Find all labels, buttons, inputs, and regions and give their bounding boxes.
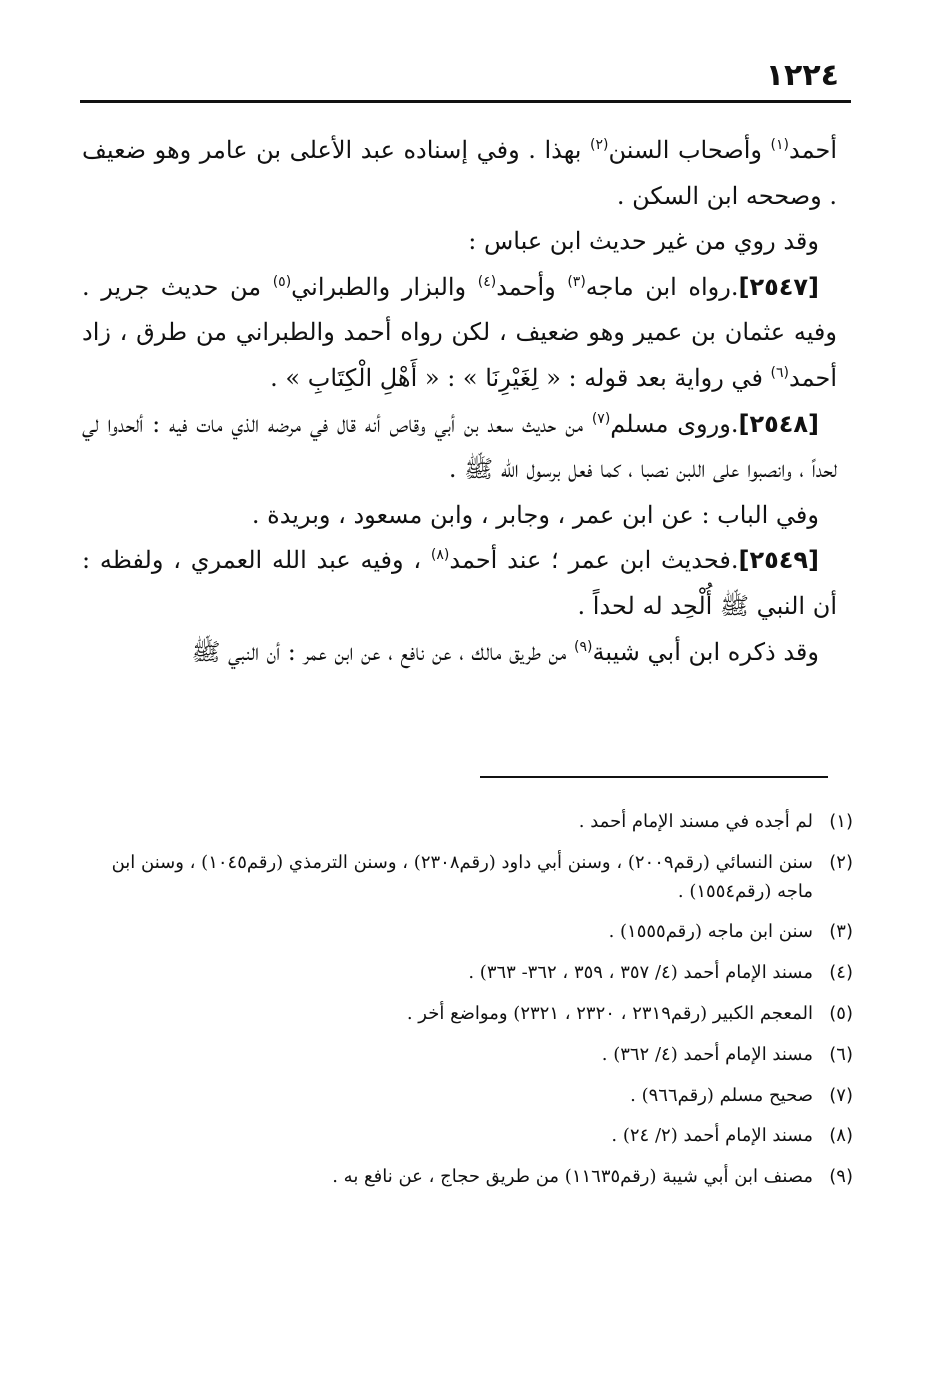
footnote-text: لم أجده في مسند الإمام أحمد .: [578, 811, 813, 832]
footnote-marker-6[interactable]: (٦): [770, 364, 790, 381]
text-run: ، وفيه عبد الله العمري ، ولفظه : أن النبي ﷺ أُلْحِد له لحداً .: [82, 546, 837, 620]
hadith-number-2548: [٢٥٤٨]: [738, 409, 819, 438]
footnote-9: [82, 1163, 853, 1192]
footnote-marker-2[interactable]: (٢): [590, 137, 609, 153]
footnote-text: مصنف ابن أبي شيبة (رقم١١٦٣٥) من طريق حجاج ، عن نافع به .: [332, 1166, 813, 1188]
footnote-text: مسند الإمام أحمد (٤/ ٣٦٢) .: [601, 1043, 813, 1065]
footnote-text: المعجم الكبير (رقم٢٣١٩ ، ٢٣٢٠ ، ٢٣٢١) ومواضع أخر .: [406, 1002, 813, 1024]
footnote-3: [82, 918, 853, 947]
footnote-marker-3[interactable]: (٣): [567, 273, 586, 290]
footnote-marker-1[interactable]: (١): [770, 137, 790, 153]
paragraph-2549: [82, 538, 837, 629]
footnote-number: (٤): [829, 962, 853, 984]
text-run: والبزار والطبراني: [291, 272, 478, 301]
text-run: .رواه ابن ماجه: [585, 272, 739, 301]
footnote-marker-5[interactable]: (٥): [272, 273, 292, 290]
main-text: [82, 128, 837, 675]
text-run: وأصحاب السنن: [608, 136, 771, 164]
footnote-number: (٢): [829, 851, 853, 873]
footnotes: [82, 808, 853, 1204]
footnote-text: سنن النسائي (رقم٢٠٠٩) ، وسنن أبي داود (رقم٢٣٠٨) ، وسنن الترمذي (رقم١٠٤٥) ، وسنن ابن ماجه (رقم١٥٥٤) .: [111, 851, 813, 902]
footnote-number: (٩): [829, 1166, 853, 1188]
paragraph-1: [82, 128, 837, 219]
footnote-marker-9[interactable]: (٩): [573, 638, 593, 655]
footnote-number: (٥): [829, 1002, 853, 1024]
page-number: ١٢٢٤: [765, 58, 839, 93]
footnote-separator: [480, 776, 828, 778]
text-run: من طريق مالك ، عن نافع ، عن ابن عمر : أن النبي ﷺ: [191, 637, 574, 666]
paragraph-last: [82, 630, 837, 676]
footnote-8: [82, 1122, 853, 1151]
text-run: من حديث سعد بن أبي وقاص أنه قال في مرضه الذي مات فيه : ألحدوا لي لحداً ، وانصبوا على اللبن نصبا ، كما فعل برسول الله ﷺ .: [82, 409, 837, 484]
hadith-number-2549: [٢٥٤٩]: [738, 546, 819, 575]
footnote-text: صحيح مسلم (رقم٩٦٦) .: [630, 1084, 813, 1106]
footnote-4: [82, 959, 853, 988]
footnote-number: (٨): [829, 1125, 853, 1147]
footnote-1: [82, 808, 853, 837]
footnote-text: سنن ابن ماجه (رقم١٥٥٥) .: [608, 921, 813, 943]
paragraph-chapter: وفي الباب : عن ابن عمر ، وجابر ، وابن مسعود ، وبريدة .: [251, 500, 819, 529]
footnote-number: (١): [829, 811, 853, 832]
footnote-number: (٣): [829, 921, 853, 943]
footnote-text: مسند الإمام أحمد (٢/ ٢٤) .: [611, 1125, 813, 1147]
header-rule: [80, 100, 851, 103]
footnote-marker-7[interactable]: (٧): [591, 410, 611, 427]
footnote-5: [82, 1000, 853, 1029]
paragraph-2: وقد روي من غير حديث ابن عباس :: [468, 227, 819, 256]
hadith-number-2547: [٢٥٤٧]: [738, 272, 819, 301]
footnote-6: [82, 1041, 853, 1070]
paragraph-2547: [82, 265, 837, 402]
text-run: وأحمد: [496, 272, 568, 301]
footnote-number: (٧): [829, 1084, 853, 1106]
footnote-2: [82, 849, 853, 907]
text-run: بهذا . وفي إسناده عبد الأعلى بن عامر وهو ضعيف . وصححه ابن السكن .: [82, 136, 837, 210]
footnote-marker-4[interactable]: (٤): [477, 273, 497, 290]
footnote-marker-8[interactable]: (٨): [430, 547, 450, 564]
footnote-number: (٦): [829, 1043, 853, 1065]
text-run: وقد ذكره ابن أبي شيبة: [592, 637, 819, 666]
text-run: .فحديث ابن عمر ؛ عند أحمد: [449, 546, 739, 575]
text-run: في رواية بعد قوله : « لِغَيْرِنَا » : « أَهْلِ الْكِتَابِ » .: [270, 363, 771, 392]
text-run: من حديث جرير . وفيه عثمان بن عمير وهو ضعيف ، لكن رواه أحمد والطبراني من طرق ، زاد أحمد: [82, 272, 837, 392]
paragraph-2548: [82, 402, 837, 493]
text-run: .وروى مسلم: [610, 409, 739, 438]
footnote-7: [82, 1082, 853, 1111]
footnote-text: مسند الإمام أحمد (٤/ ٣٥٧ ، ٣٥٩ ، ٣٦٢- ٣٦٣) .: [468, 962, 813, 984]
text-run: أحمد: [789, 136, 837, 164]
